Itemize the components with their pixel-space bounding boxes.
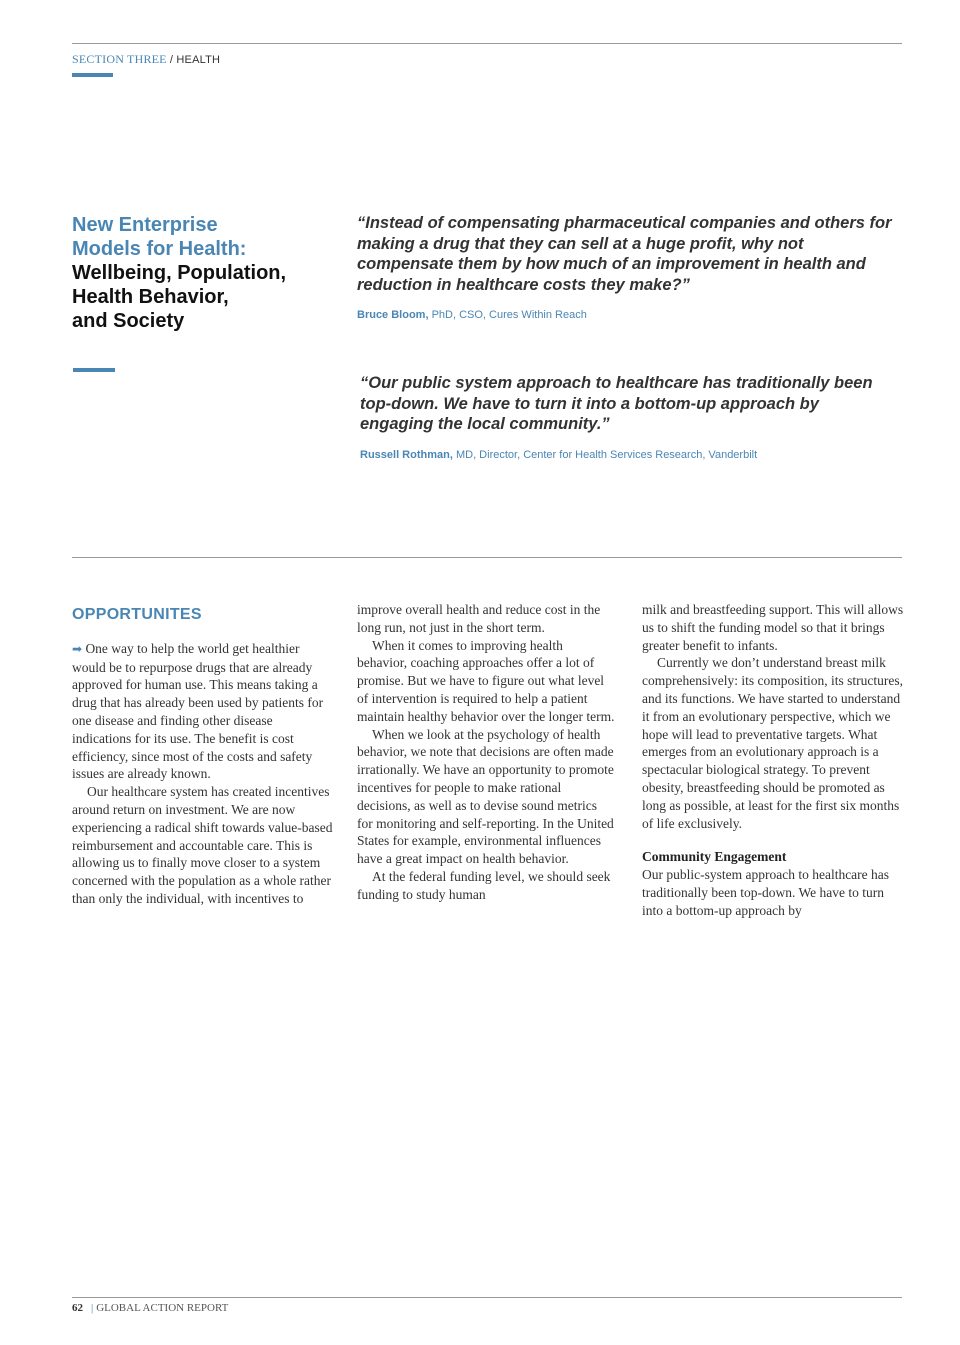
paragraph: milk and breastfeeding support. This will allows us to shift the funding model so that it brings greater benefit to infants. bbox=[642, 602, 904, 653]
report-title: GLOBAL ACTION REPORT bbox=[96, 1302, 229, 1314]
title-line-2: Models for Health: bbox=[72, 238, 247, 260]
body-column-1 bbox=[72, 601, 334, 908]
subheading: Community Engagement bbox=[642, 849, 787, 865]
quote-credentials: MD, Director, Center for Health Services Research, Vanderbilt bbox=[452, 448, 758, 461]
footer-rule bbox=[72, 1297, 902, 1298]
body-column-2 bbox=[357, 601, 615, 904]
arrow-right-icon: ➡ bbox=[72, 641, 83, 656]
section-label bbox=[72, 52, 220, 67]
footer bbox=[72, 1302, 228, 1314]
quote-attribution bbox=[360, 449, 880, 461]
paragraph-text: One way to help the world get healthier would be to repurpose drugs that are already approved for human use. This means taking a drug that has already been used by patients for one disease and finding other disease indications for its use. The benefit is cost efficiency, since most of the costs and safety issues are already known. bbox=[72, 640, 324, 782]
paragraph: When it comes to improving health behavior, coaching approaches offer a lot of promise. But we have to figure out what level of intervention is required to help a patient maintain healthy behavior over the longer term. bbox=[357, 637, 615, 724]
page-number: 62 bbox=[72, 1302, 83, 1314]
title-line-1: New Enterprise bbox=[72, 214, 218, 236]
section-divider: / bbox=[169, 54, 174, 66]
section-name: SECTION THREE bbox=[72, 52, 167, 66]
paragraph: Our healthcare system has created incentives around return on investment. We are now experiencing a radical shift towards value-based reimbursement and accountable care. This is allowing us to finally move closer to a system concerned with the population as a whole rather than only the individual, with incentives to bbox=[72, 784, 333, 906]
header-accent-bar bbox=[72, 73, 113, 77]
paragraph: At the federal funding level, we should seek funding to study human bbox=[357, 868, 611, 902]
middle-rule bbox=[72, 557, 902, 558]
title-accent-bar bbox=[73, 368, 115, 372]
paragraph: Our public-system approach to healthcare has traditionally been top-down. We have to turn into a bottom-up approach by bbox=[642, 867, 890, 918]
quote-text: “Our public system approach to healthcare has traditionally been top-down. We have to turn it into a bottom-up approach by engaging the local community.” bbox=[360, 374, 873, 433]
paragraph bbox=[72, 640, 334, 783]
quote-attribution bbox=[357, 309, 897, 321]
title-line-3: Wellbeing, Population, bbox=[72, 262, 287, 284]
quote-text: “Instead of compensating pharmaceutical companies and others for making a drug that they can sell at a huge profit, why not compensate them by how much of an improvement in health and reduction in healthcare costs they make?” bbox=[357, 214, 892, 294]
paragraph: Currently we don’t understand breast milk comprehensively: its composition, its structures, and its functions. We have started to understand it from an evolutionary perspective, which we hope will lead to preventative targets. What emerges from an evolutionary approach is a spectacular biological strategy. To prevent obesity, breastfeeding should be promoted as long as possible, at least for the first six months of life exclusively. bbox=[642, 655, 903, 831]
pull-quote-2 bbox=[360, 373, 880, 461]
subsection-name: HEALTH bbox=[176, 54, 221, 66]
quote-author: Russell Rothman, bbox=[360, 448, 453, 461]
quote-credentials: PhD, CSO, Cures Within Reach bbox=[428, 309, 587, 321]
paragraph: improve overall health and reduce cost in the long run, not just in the short term. bbox=[357, 602, 601, 635]
quote-author: Bruce Bloom, bbox=[357, 309, 429, 321]
section-heading: OPPORTUNITES bbox=[72, 606, 202, 623]
pull-quote-1 bbox=[357, 213, 897, 321]
title-line-5: and Society bbox=[72, 310, 185, 332]
paragraph: When we look at the psychology of health behavior, we note that decisions are often made irrationally. We have an opportunity to promote incentives for people to make rational decisions, as well as to devise sound metrics for monitoring and self-reporting. In the United States for example, environmental influences have a great impact on health behavior. bbox=[357, 726, 614, 867]
top-rule bbox=[72, 43, 902, 44]
footer-separator: | bbox=[91, 1302, 94, 1314]
body-column-3 bbox=[642, 601, 904, 920]
title-line-4: Health Behavior, bbox=[72, 286, 229, 308]
article-title bbox=[72, 213, 332, 333]
